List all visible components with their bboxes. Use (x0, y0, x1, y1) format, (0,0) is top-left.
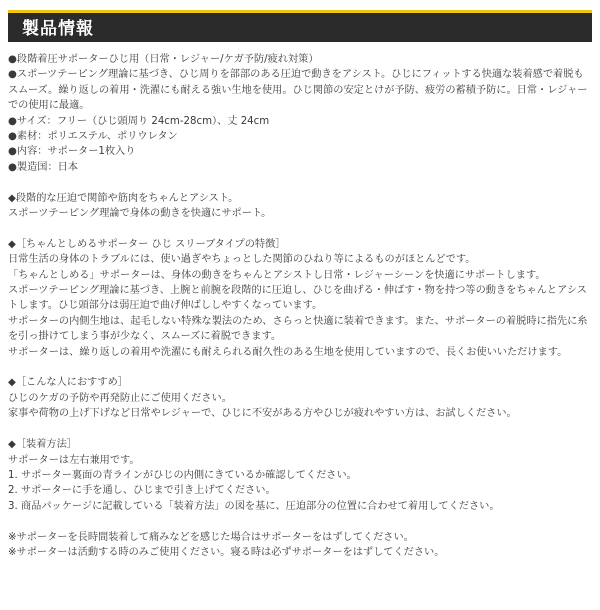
note-2: ※サポーターは活動する時のみご使用ください。寝る時は必ずサポーターをはずしてください。 (8, 546, 445, 558)
howto-step-2: 2. サポーターに手を通し、ひじまで引き上げてください。 (8, 485, 276, 497)
howto-heading: ◆［装着方法］ (8, 439, 77, 451)
details-paragraph-4: サポーターの内側生地は、起毛しない特殊な製法のため、さらっと快適に装着できます。また、サポーターの着脱時に指先に糸を引っ掛けてしまう事が少なく、スムーズに着脱できます。 (8, 315, 588, 343)
howto-intro: サポーターは左右兼用です。 (8, 454, 140, 466)
product-contents: ●内容：サポーター1枚入り (8, 146, 136, 158)
section-title: 製品情報 (22, 18, 94, 39)
product-description: ●スポーツテーピング理論に基づき、ひじ周りを部部のある圧迫で動きをアシスト。ひじにフィットする快適な装着感で着脱もスムーズ。繰り返しの着用・洗濯にも耐える強い生地を使用。ひじ関節の安定とけが予防、疲労の蓄積予防に。日常・レジャーでの使用に最適。 (8, 69, 588, 112)
details-heading: ◆［ちゃんとしめるサポーター ひじ スリーブタイプの特徴］ (8, 238, 286, 250)
feature-line-2: スポーツテーピング理論で身体の動きを快適にサポート。 (8, 208, 272, 220)
recommend-line-1: ひじのケガの予防や再発防止にご使用ください。 (8, 392, 232, 404)
details-paragraph-5: サポーターは、繰り返しの着用や洗濯にも耐えられる耐久性のある生地を使用していますので、長くお使いいただけます。 (8, 346, 568, 358)
product-name-line: ●段階着圧サポーターひじ用（日常・レジャー/ケガ予防/疲れ対策） (8, 54, 319, 65)
note-1: ※サポーターを長時間装着して痛みなどを感じた場合はサポーターをはずしてください。 (8, 531, 414, 543)
section-header (8, 10, 592, 42)
details-paragraph-3: スポーツテーピング理論に基づき、上腕と前腕を段階的に圧迫し、ひじを曲げる・伸ばす・物を持つ等の動きをちゃんとアシストします。ひじ頭部分は弱圧迫で曲げ伸ばししやすくなっています。 (8, 285, 587, 312)
header-accent-bar (8, 10, 592, 13)
details-paragraph-1: 日常生活の身体のトラブルには、使い過ぎやちょっとした関節のひねり等によるものがほとんどです。 (8, 254, 476, 266)
details-paragraph-2: 「ちゃんとしめる」サポーターは、身体の動きをちゃんとアシストし日常・レジャーシーンを快適にサポートします。 (8, 269, 546, 281)
recommend-line-2: 家事や荷物の上げ下げなど日常やレジャーで、ひじに不安がある方やひじが疲れやすい方は、お試しください。 (8, 408, 517, 420)
feature-line-1: ◆段階的な圧迫で関節や筋肉をちゃんとアシスト。 (8, 192, 239, 204)
product-info-content (0, 42, 600, 560)
howto-step-3: 3. 商品パッケージに記載している「装着方法」の図を基に、圧迫部分の位置に合わせて着用してください。 (8, 500, 500, 512)
product-material: ●素材：ポリエステル、ポリウレタン (8, 131, 178, 143)
recommend-heading: ◆［こんな人におすすめ］ (8, 377, 128, 389)
howto-step-1: 1. サポーター裏面の青ラインがひじの内側にきているか確認してください。 (8, 469, 357, 481)
product-size: ●サイズ：フリー（ひじ頭周り 24cm-28cm）、丈 24cm (8, 115, 270, 127)
product-origin: ●製造国：日本 (8, 161, 79, 173)
